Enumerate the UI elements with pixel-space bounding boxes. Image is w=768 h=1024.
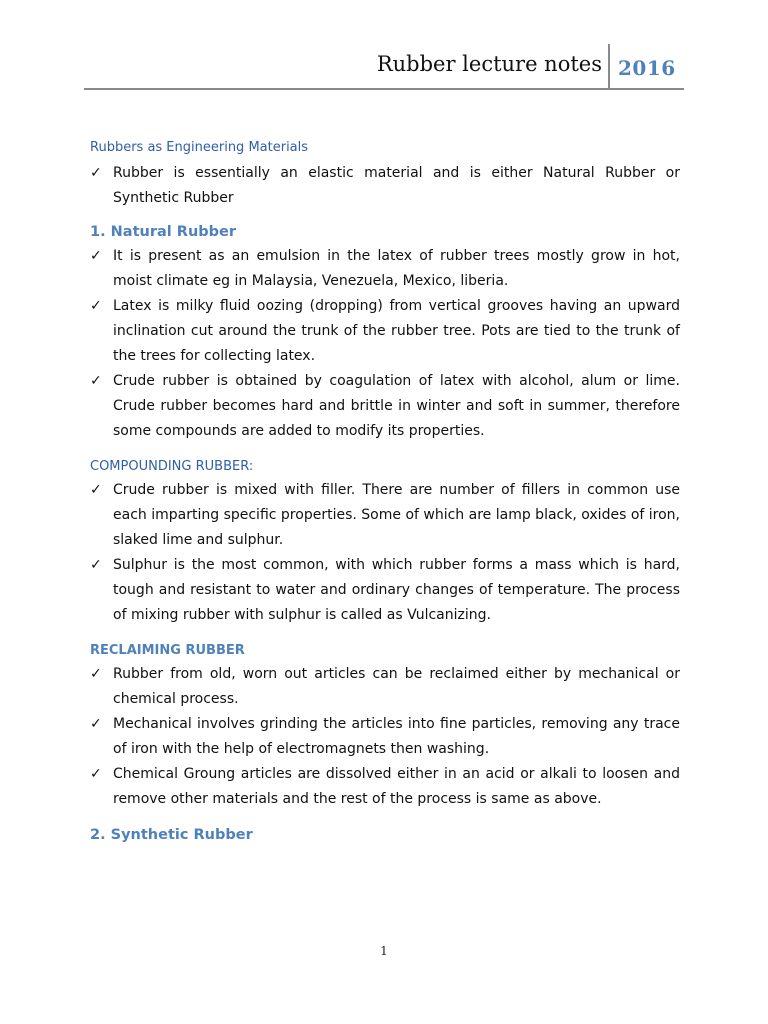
check-mark-icon: ✓ (90, 248, 102, 264)
bullet-list-natural-rubber (90, 244, 680, 444)
section-heading-reclaiming-rubber: RECLAIMING RUBBER (90, 643, 245, 658)
bullet-text: Mechanical involves grinding the articles into fine particles, removing any trace of iron with the help of electromagnets then washing. (113, 716, 680, 757)
check-mark-icon: ✓ (90, 298, 102, 314)
bullet-item (90, 369, 680, 444)
document-year: 2016 (618, 56, 676, 80)
check-mark-icon: ✓ (90, 373, 102, 389)
bullet-item (90, 161, 680, 211)
document-body (90, 140, 680, 843)
bullet-text: Rubber is essentially an elastic material and is either Natural Rubber or Synthetic Rubber (113, 165, 680, 206)
check-mark-icon: ✓ (90, 716, 102, 732)
bullet-text: Crude rubber is mixed with filler. There are number of fillers in common use each imparting specific properties. Some of which are lamp black, oxides of iron, slaked lime and sulphur. (113, 482, 680, 548)
bullet-item (90, 478, 680, 553)
bullet-item (90, 553, 680, 628)
document-title: Rubber lecture notes (376, 52, 602, 76)
check-mark-icon: ✓ (90, 666, 102, 682)
bullet-item (90, 662, 680, 712)
header-divider (608, 44, 610, 88)
bullet-text: Latex is milky fluid oozing (dropping) from vertical grooves having an upward inclination cut around the trunk of the rubber tree. Pots are tied to the trunk of the trees for collecting latex. (113, 298, 680, 364)
bullet-item (90, 244, 680, 294)
bullet-text: Sulphur is the most common, with which rubber forms a mass which is hard, tough and resistant to water and ordinary changes of temperature. The process of mixing rubber with sulphur is called as Vulcanizing. (113, 557, 680, 623)
bullet-list-engineering-materials (90, 161, 680, 211)
bullet-item (90, 762, 680, 812)
bullet-item (90, 712, 680, 762)
check-mark-icon: ✓ (90, 557, 102, 573)
section-heading-engineering-materials: Rubbers as Engineering Materials (90, 140, 309, 155)
page-number: 1 (380, 944, 388, 958)
check-mark-icon: ✓ (90, 165, 102, 181)
check-mark-icon: ✓ (90, 766, 102, 782)
check-mark-icon: ✓ (90, 482, 102, 498)
bullet-item (90, 294, 680, 369)
section-heading-synthetic-rubber: 2. Synthetic Rubber (90, 827, 253, 843)
bullet-text: Crude rubber is obtained by coagulation of latex with alcohol, alum or lime. Crude rubber becomes hard and brittle in winter and soft in summer, therefore some compounds are added to modify its properties. (113, 373, 680, 439)
section-heading-compounding-rubber: COMPOUNDING RUBBER: (90, 459, 254, 474)
bullet-text: Rubber from old, worn out articles can be reclaimed either by mechanical or chemical process. (113, 666, 680, 707)
bullet-list-reclaiming-rubber (90, 662, 680, 812)
bullet-text: Chemical Groung articles are dissolved either in an acid or alkali to loosen and remove other materials and the rest of the process is same as above. (113, 766, 680, 807)
page-header (84, 44, 684, 90)
bullet-list-compounding-rubber (90, 478, 680, 628)
section-heading-natural-rubber: 1. Natural Rubber (90, 224, 237, 240)
bullet-text: It is present as an emulsion in the latex of rubber trees mostly grow in hot, moist climate eg in Malaysia, Venezuela, Mexico, liberia. (113, 248, 680, 289)
